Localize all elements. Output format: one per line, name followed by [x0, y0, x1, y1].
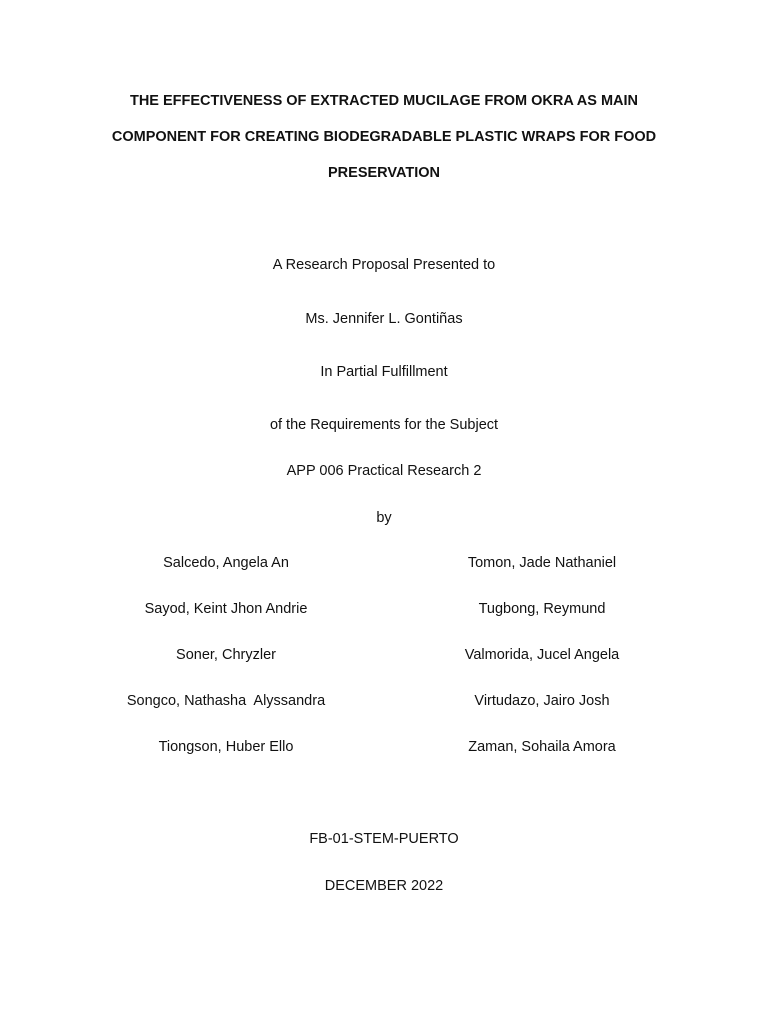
author-name: Soner, Chryzler: [176, 647, 276, 663]
title-line-1: THE EFFECTIVENESS OF EXTRACTED MUCILAGE FROM OKRA AS MAIN: [129, 93, 639, 109]
title-line-3: PRESERVATION: [328, 165, 440, 181]
author-name: Tomon, Jade Nathaniel: [467, 555, 617, 571]
requirements-text: of the Requirements for the Subject: [269, 417, 499, 433]
author-name: Salcedo, Angela An: [163, 555, 289, 571]
date-text: DECEMBER 2022: [324, 878, 444, 894]
section-code: FB-01-STEM-PUERTO: [309, 831, 459, 847]
author-name: Zaman, Sohaila Amora: [468, 739, 616, 755]
subject-name: APP 006 Practical Research 2: [286, 463, 482, 479]
author-name: Virtudazo, Jairo Josh: [474, 693, 610, 709]
author-name: Tiongson, Huber Ello: [158, 739, 294, 755]
teacher-name: Ms. Jennifer L. Gontiñas: [305, 311, 463, 327]
title-line-2: COMPONENT FOR CREATING BIODEGRADABLE PLASTIC WRAPS FOR FOOD: [111, 129, 657, 145]
author-name: Valmorida, Jucel Angela: [464, 647, 620, 663]
author-name: Tugbong, Reymund: [478, 601, 606, 617]
author-name: Sayod, Keint Jhon Andrie: [144, 601, 308, 617]
author-name: Songco, Nathasha Alyssandra: [126, 693, 326, 709]
by-label: by: [376, 510, 392, 526]
presented-to-label: A Research Proposal Presented to: [272, 257, 496, 273]
fulfillment-text: In Partial Fulfillment: [320, 364, 448, 380]
